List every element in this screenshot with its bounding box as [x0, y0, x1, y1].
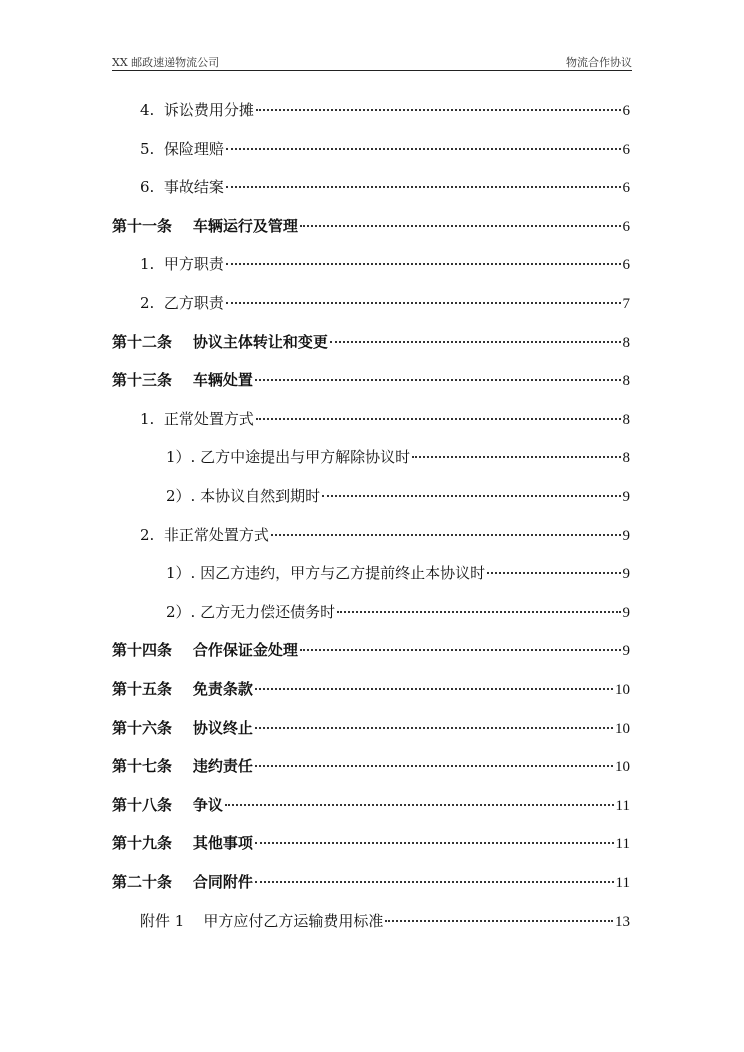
toc-entry-label: 第十二条 协议主体转让和变更 [112, 332, 328, 351]
toc-entry[interactable] [166, 447, 630, 467]
toc-entry[interactable] [112, 679, 630, 699]
toc-dot-leader [255, 881, 614, 883]
toc-entry-label: 1）. 乙方中途提出与甲方解除协议时 [166, 448, 411, 467]
toc-entry-page: 8 [622, 334, 630, 351]
toc-entry-page: 8 [622, 411, 630, 428]
toc-entry[interactable] [112, 332, 630, 352]
toc-dot-leader [412, 456, 620, 458]
toc-entry-label: 1. 正常处置方式 [140, 409, 254, 428]
toc-entry-label: 第十七条 违约责任 [112, 757, 253, 776]
toc-entry[interactable] [112, 795, 630, 815]
toc-dot-leader [255, 688, 613, 690]
toc-entry[interactable] [112, 718, 630, 738]
toc-entry-page: 9 [622, 566, 630, 583]
toc-entry-label: 2）. 乙方无力偿还债务时 [166, 602, 336, 621]
toc-entry-page: 10 [615, 720, 630, 737]
toc-entry-label: 第十六条 协议终止 [112, 718, 253, 737]
toc-entry-label: 2. 乙方职责 [140, 294, 224, 312]
toc-dot-leader [255, 727, 613, 729]
toc-entry-label: 第十九条 其他事项 [112, 834, 253, 853]
toc-entry[interactable] [166, 563, 630, 583]
toc-entry-page: 9 [622, 489, 630, 505]
toc-entry-page: 10 [615, 682, 630, 698]
toc-dot-leader [255, 379, 621, 381]
toc-entry[interactable] [140, 409, 630, 429]
toc-entry-label: 第十三条 车辆处置 [112, 371, 253, 390]
toc-entry-label: 附件 1 甲方应付乙方运输费用标准 [140, 911, 384, 930]
page-header [112, 52, 632, 71]
toc-entry-page: 8 [622, 450, 630, 467]
toc-entry-label: 第十五条 免责条款 [112, 680, 253, 698]
toc-entry-page: 10 [615, 759, 630, 776]
toc-entry[interactable] [166, 602, 630, 622]
toc-dot-leader [330, 341, 621, 343]
toc-entry-page: 9 [622, 604, 630, 621]
toc-entry-page: 7 [622, 296, 630, 312]
toc-entry[interactable] [140, 911, 630, 931]
toc-dot-leader [487, 572, 620, 574]
toc-entry[interactable] [112, 872, 630, 892]
toc-dot-leader [337, 611, 620, 613]
toc-entry-label: 6. 事故结案 [140, 178, 224, 197]
toc-entry-page: 11 [615, 836, 630, 853]
toc-dot-leader [322, 495, 620, 497]
toc-dot-leader [300, 225, 621, 227]
toc-entry-page: 8 [622, 373, 630, 390]
toc-entry-label: 4. 诉讼费用分摊 [140, 101, 254, 119]
toc-entry[interactable] [140, 293, 630, 313]
toc-entry[interactable] [140, 254, 630, 274]
toc-entry-label: 第十四条 合作保证金处理 [112, 641, 298, 660]
toc-dot-leader [226, 302, 621, 304]
toc-entry[interactable] [140, 525, 630, 545]
toc-dot-leader [255, 765, 613, 767]
toc-dot-leader [256, 418, 621, 420]
toc-dot-leader [271, 534, 621, 536]
toc-entry-page: 11 [615, 875, 630, 891]
toc-dot-leader [255, 842, 614, 844]
toc-entry[interactable] [112, 216, 630, 236]
toc-entry[interactable] [140, 177, 630, 197]
toc-entry-label: 第十八条 争议 [112, 795, 223, 814]
toc-entry[interactable] [112, 756, 630, 776]
toc-entry-page: 9 [622, 643, 630, 660]
header-doc-title: 物流合作协议 [566, 56, 632, 69]
toc-entry-page: 6 [622, 257, 630, 274]
toc-entry-page: 6 [622, 218, 630, 235]
toc-entry-page: 6 [622, 180, 630, 197]
toc-entry-label: 1）. 因乙方违约，甲方与乙方提前终止本协议时 [166, 564, 486, 583]
toc-dot-leader [226, 263, 621, 265]
toc-entry[interactable] [112, 370, 630, 390]
toc-entry-page: 11 [615, 797, 630, 814]
toc-dot-leader [226, 186, 621, 188]
toc-entry-label: 1. 甲方职责 [140, 255, 224, 274]
toc-entry[interactable] [166, 486, 630, 506]
toc-entry-page: 9 [622, 527, 630, 544]
toc-dot-leader [226, 148, 621, 150]
toc-entry-label: 2. 非正常处置方式 [140, 525, 269, 544]
toc-entry-label: 第十一条 车辆运行及管理 [112, 216, 298, 235]
toc-entry[interactable] [140, 100, 630, 120]
toc-dot-leader [225, 804, 614, 806]
toc-entry-label: 5. 保险理赔 [140, 139, 224, 158]
toc-entry-label: 第二十条 合同附件 [112, 873, 253, 891]
toc-entry[interactable] [112, 640, 630, 660]
header-company: XX 邮政速递物流公司 [112, 56, 220, 69]
toc-dot-leader [256, 109, 621, 111]
toc-entry[interactable] [112, 833, 630, 853]
toc-entry[interactable] [140, 139, 630, 159]
toc-dot-leader [385, 920, 613, 922]
toc-entry-label: 2）. 本协议自然到期时 [166, 487, 321, 505]
toc-entry-page: 6 [622, 141, 630, 158]
toc-entry-page: 13 [615, 913, 630, 930]
toc-dot-leader [300, 649, 621, 651]
toc-entry-page: 6 [622, 103, 630, 119]
